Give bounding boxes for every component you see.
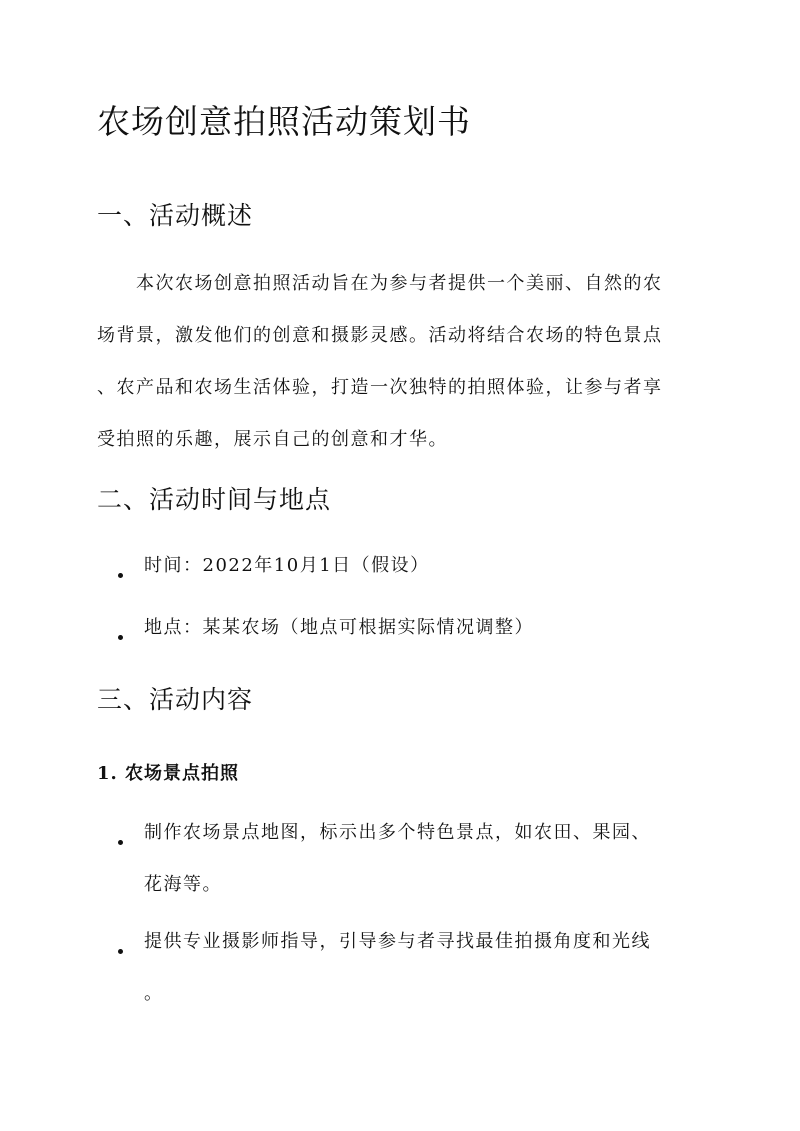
list-item-line: 。 — [144, 983, 164, 1004]
bullet-icon — [118, 840, 123, 845]
section-heading-content: 三、活动内容 — [97, 685, 254, 714]
paragraph-line: 场背景，激发他们的创意和摄影灵感。活动将结合农场的特色景点 — [97, 325, 663, 346]
list-item-text — [144, 807, 651, 911]
bullet-icon — [118, 573, 123, 578]
list-item-line: 制作农场景点地图，标示出多个特色景点，如农田、果园、 — [144, 822, 651, 843]
paragraph-line: 本次农场创意拍照活动旨在为参与者提供一个美丽、自然的农 — [97, 273, 663, 294]
list-item-text: 地点：某某农场（地点可根据实际情况调整） — [144, 617, 534, 638]
section-heading-time-place: 二、活动时间与地点 — [97, 485, 332, 514]
subsection-heading: 1. 农场景点拍照 — [97, 763, 240, 784]
list-item-line: 提供专业摄影师指导，引导参与者寻找最佳拍摄角度和光线 — [144, 931, 651, 952]
paragraph-line: 、农产品和农场生活体验，打造一次独特的拍照体验，让参与者享 — [97, 377, 663, 398]
bullet-icon — [118, 949, 123, 954]
section-heading-overview: 一、活动概述 — [97, 201, 254, 230]
list-item-line: 花海等。 — [144, 874, 222, 895]
list-item-text — [144, 916, 651, 1020]
bullet-icon — [118, 635, 123, 640]
list-item-text: 时间：2022年10月1日（假设） — [144, 555, 430, 576]
paragraph-line: 受拍照的乐趣，展示自己的创意和才华。 — [97, 429, 448, 450]
overview-paragraph — [97, 258, 697, 466]
document-title: 农场创意拍照活动策划书 — [97, 102, 471, 141]
